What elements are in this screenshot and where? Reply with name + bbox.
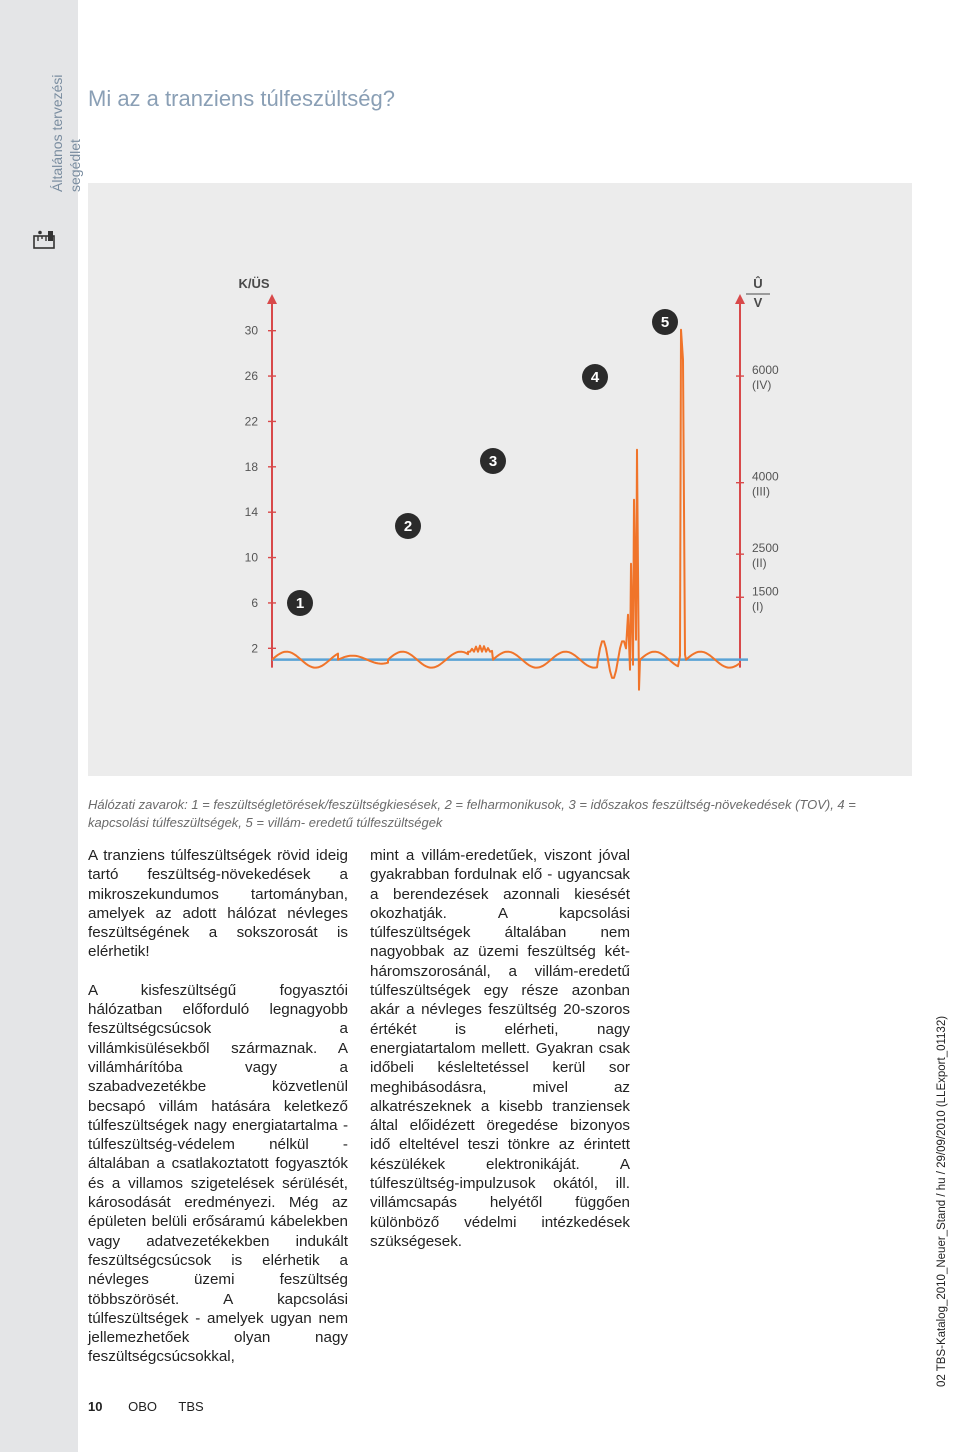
right-axis-tick-class: (IV) — [752, 378, 772, 393]
sidebar-section-label — [48, 74, 84, 192]
marker-label: 2 — [403, 518, 413, 535]
right-axis-tick-value: 6000 — [752, 363, 779, 378]
marker-label: 3 — [488, 453, 498, 470]
sidebar-label-line2: segédlet — [67, 139, 83, 192]
marker-label: 5 — [660, 314, 670, 331]
chart-svg — [88, 183, 912, 776]
left-axis-arrow — [267, 294, 277, 304]
signal-waveform — [272, 330, 740, 690]
left-axis-tick-label: 26 — [244, 369, 258, 384]
page-number: 10 — [88, 1399, 103, 1414]
right-axis-arrow — [735, 294, 745, 304]
right-axis-tick-value: 4000 — [752, 469, 779, 484]
right-axis-unit: V — [753, 295, 763, 310]
left-axis-tick-label: 14 — [244, 505, 258, 520]
page-footer — [88, 1399, 204, 1414]
left-axis-tick-label: 22 — [244, 414, 258, 429]
disturbance-chart — [88, 183, 912, 776]
left-axis-tick-label: 2 — [251, 641, 258, 656]
ruler-tools-icon — [32, 230, 56, 252]
marker-label: 4 — [590, 369, 600, 386]
right-axis-tick-value: 2500 — [752, 541, 779, 556]
marker-label: 1 — [295, 595, 305, 612]
body-column-right — [370, 846, 630, 1270]
page-title: Mi az a tranziens túlfeszültség? — [88, 86, 395, 111]
right-axis-tick-class: (II) — [752, 556, 767, 571]
figure-caption: Hálózati zavarok: 1 = feszültségletörések/feszültségkiesések, 2 = felharmonikusok, 3 = időszakos feszültség-növekedések (TOV), 4 = kapcsolási túlfeszültségek, 5 = villám- eredetű túlfeszültségek — [88, 797, 856, 830]
left-axis-tick-label: 30 — [244, 323, 258, 338]
sidebar-label-line1: Általános tervezési — [49, 74, 65, 192]
body-paragraph: mint a villám-eredetűek, viszont jóval gyakrabban fordulnak elő - ugyancsak a berendezések azonnali kiesését okozhatják. A kapcsolási túlfeszültségek általában nem nagyobbak az üzemi feszültség két- háromszorosánál, a villám-eredetű túlfeszültségek egy része azonban akár a névleges feszültség 20-szoros értékét is elérheti, nagy energiatartalom mellett. Gyakran csak időbeli késleltetéssel kerül sor meghibásodásra, mivel az alkatrészeknek a kisebb tranziensek által előidézett öregedése bizonyos idő elteltével teszi tönkre az érintett készülékek elektronikáját. A túlfeszültség-impulzusok okától, ill. villámcsapás helyétől függően különböző védelmi intézkedések szükségesek. — [370, 847, 630, 1250]
right-axis-label: Û — [753, 276, 763, 291]
catalog-code: 02 TBS-Katalog_2010_Neuer_Stand / hu / 29/09/2010 (LLExport_01132) — [936, 1015, 948, 1387]
left-axis-label: K/ÜS — [238, 276, 270, 291]
right-axis-tick-value: 1500 — [752, 584, 779, 599]
sidebar — [0, 0, 83, 1452]
brand-obo: OBO — [128, 1399, 157, 1414]
brand-tbs: TBS — [178, 1399, 204, 1414]
right-axis-tick-class: (III) — [752, 484, 770, 499]
left-axis-tick-label: 10 — [244, 550, 258, 565]
right-axis-tick-class: (I) — [752, 599, 764, 614]
left-axis-tick-label: 6 — [251, 595, 258, 610]
body-column-left — [88, 846, 348, 1386]
body-paragraph: A kisfeszültségű fogyasztói hálózatban előforduló legnagyobb feszültségcsúcsok a villámkisülésekből származnak. A villámhárítóba vagy a szabadvezetékbe közvetlenül becsapó villám hatására keletkező túlfeszültségek nagy energiatartalma - túlfeszültség-védelem nélkül - általában a csatlakoztatott fogyasztók és a villamos szigetelések sérülését, károsodását eredményezi. Még az épületen belüli erősáramú kábelekben vagy adatvezetékekben indukált feszültségcsúcsok is elérhetik a névleges üzemi feszültség többszörösét. A kapcsolási túlfeszültségek - amelyek ugyan nem jellemezhetőek olyan nagy feszültségcsúcsokkal, — [88, 981, 348, 1366]
body-paragraph: A tranziens túlfeszültségek rövid ideig tartó feszültség-növekedések a mikroszekundumos tartományban, amelyek az adott hálózat névleges feszültségének a sokszorosát is elérhetik! — [88, 847, 348, 961]
left-axis-tick-label: 18 — [244, 459, 258, 474]
